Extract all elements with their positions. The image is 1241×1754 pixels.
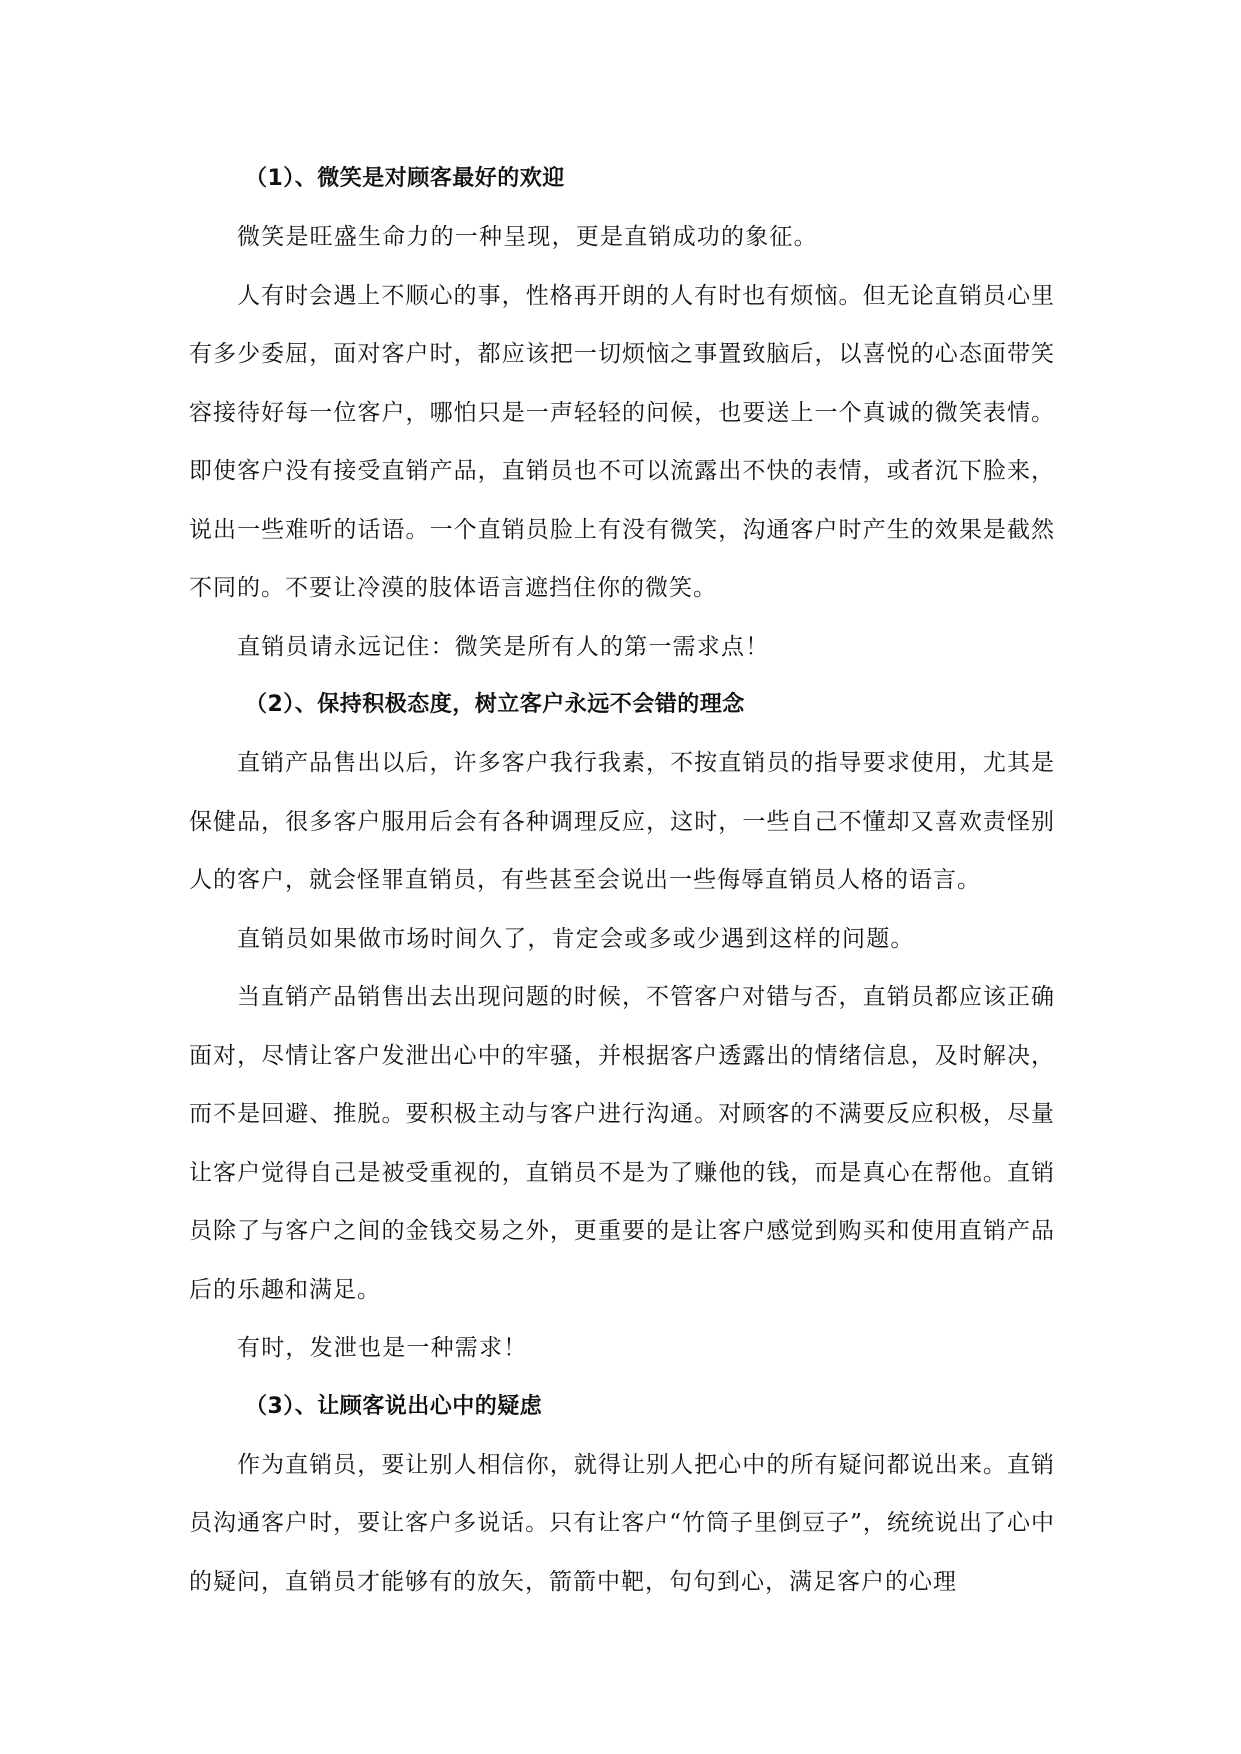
paragraph: 直销员请永远记住：微笑是所有人的第一需求点！ bbox=[237, 633, 770, 660]
paragraph: 微笑是旺盛生命力的一种呈现，更是直销成功的象征。 bbox=[237, 224, 818, 250]
document-body bbox=[189, 150, 1055, 1611]
section-customer-doubts bbox=[189, 1378, 1055, 1612]
section-heading: （1）、微笑是对顾客最好的欢迎 bbox=[245, 166, 565, 191]
paragraph: 人有时会遇上不顺心的事，性格再开朗的人有时也有烦恼。但无论直销员心里有多少委屈，面对客户时，都应该把一切烦恼之事置致脑后，以喜悦的心态面带笑容接待好每一位客户，哪怕只是一声轻轻的问候，也要送上一个真诚的微笑表情。即使客户没有接受直销产品，直销员也不可以流露出不快的表情，或者沉下脸来，说出一些难听的话语。一个直销员脸上有没有微笑，沟通客户时产生的效果是截然不同的。不要让冷漠的肢体语言遮挡住你的微笑。 bbox=[189, 282, 1055, 601]
section-positive-attitude bbox=[189, 676, 1055, 1378]
paragraph: 有时，发泄也是一种需求！ bbox=[237, 1335, 528, 1361]
paragraph: 当直销产品销售出去出现问题的时候，不管客户对错与否，直销员都应该正确面对，尽情让客户发泄出心中的牢骚，并根据客户透露出的情绪信息，及时解决，而不是回避、推脱。要积极主动与客户进行沟通。对顾客的不满要反应积极，尽量让客户觉得自己是被受重视的，直销员不是为了赚他的钱，而是真心在帮他。直销员除了与客户之间的金钱交易之外，更重要的是让客户感觉到购买和使用直销产品后的乐趣和满足。 bbox=[189, 984, 1055, 1303]
section-heading: （3）、让顾客说出心中的疑虑 bbox=[245, 1393, 543, 1419]
paragraph: 作为直销员，要让别人相信你，就得让别人把心中的所有疑问都说出来。直销员沟通客户时，要让客户多说话。只有让客户“竹筒子里倒豆子”，统统说出了心中的疑问，直销员才能够有的放矢，箭箭中靶，句句到心，满足客户的心理 bbox=[189, 1451, 1055, 1595]
section-heading: （2）、保持积极态度，树立客户永远不会错的理念 bbox=[245, 692, 745, 717]
section-smile bbox=[189, 150, 1055, 676]
paragraph: 直销员如果做市场时间久了，肯定会或多或少遇到这样的问题。 bbox=[237, 925, 915, 952]
paragraph: 直销产品售出以后，许多客户我行我素，不按直销员的指导要求使用，尤其是保健品，很多客户服用后会有各种调理反应，这时，一些自己不懂却又喜欢责怪别人的客户，就会怪罪直销员，有些甚至会说出一些侮辱直销员人格的语言。 bbox=[189, 750, 1055, 893]
